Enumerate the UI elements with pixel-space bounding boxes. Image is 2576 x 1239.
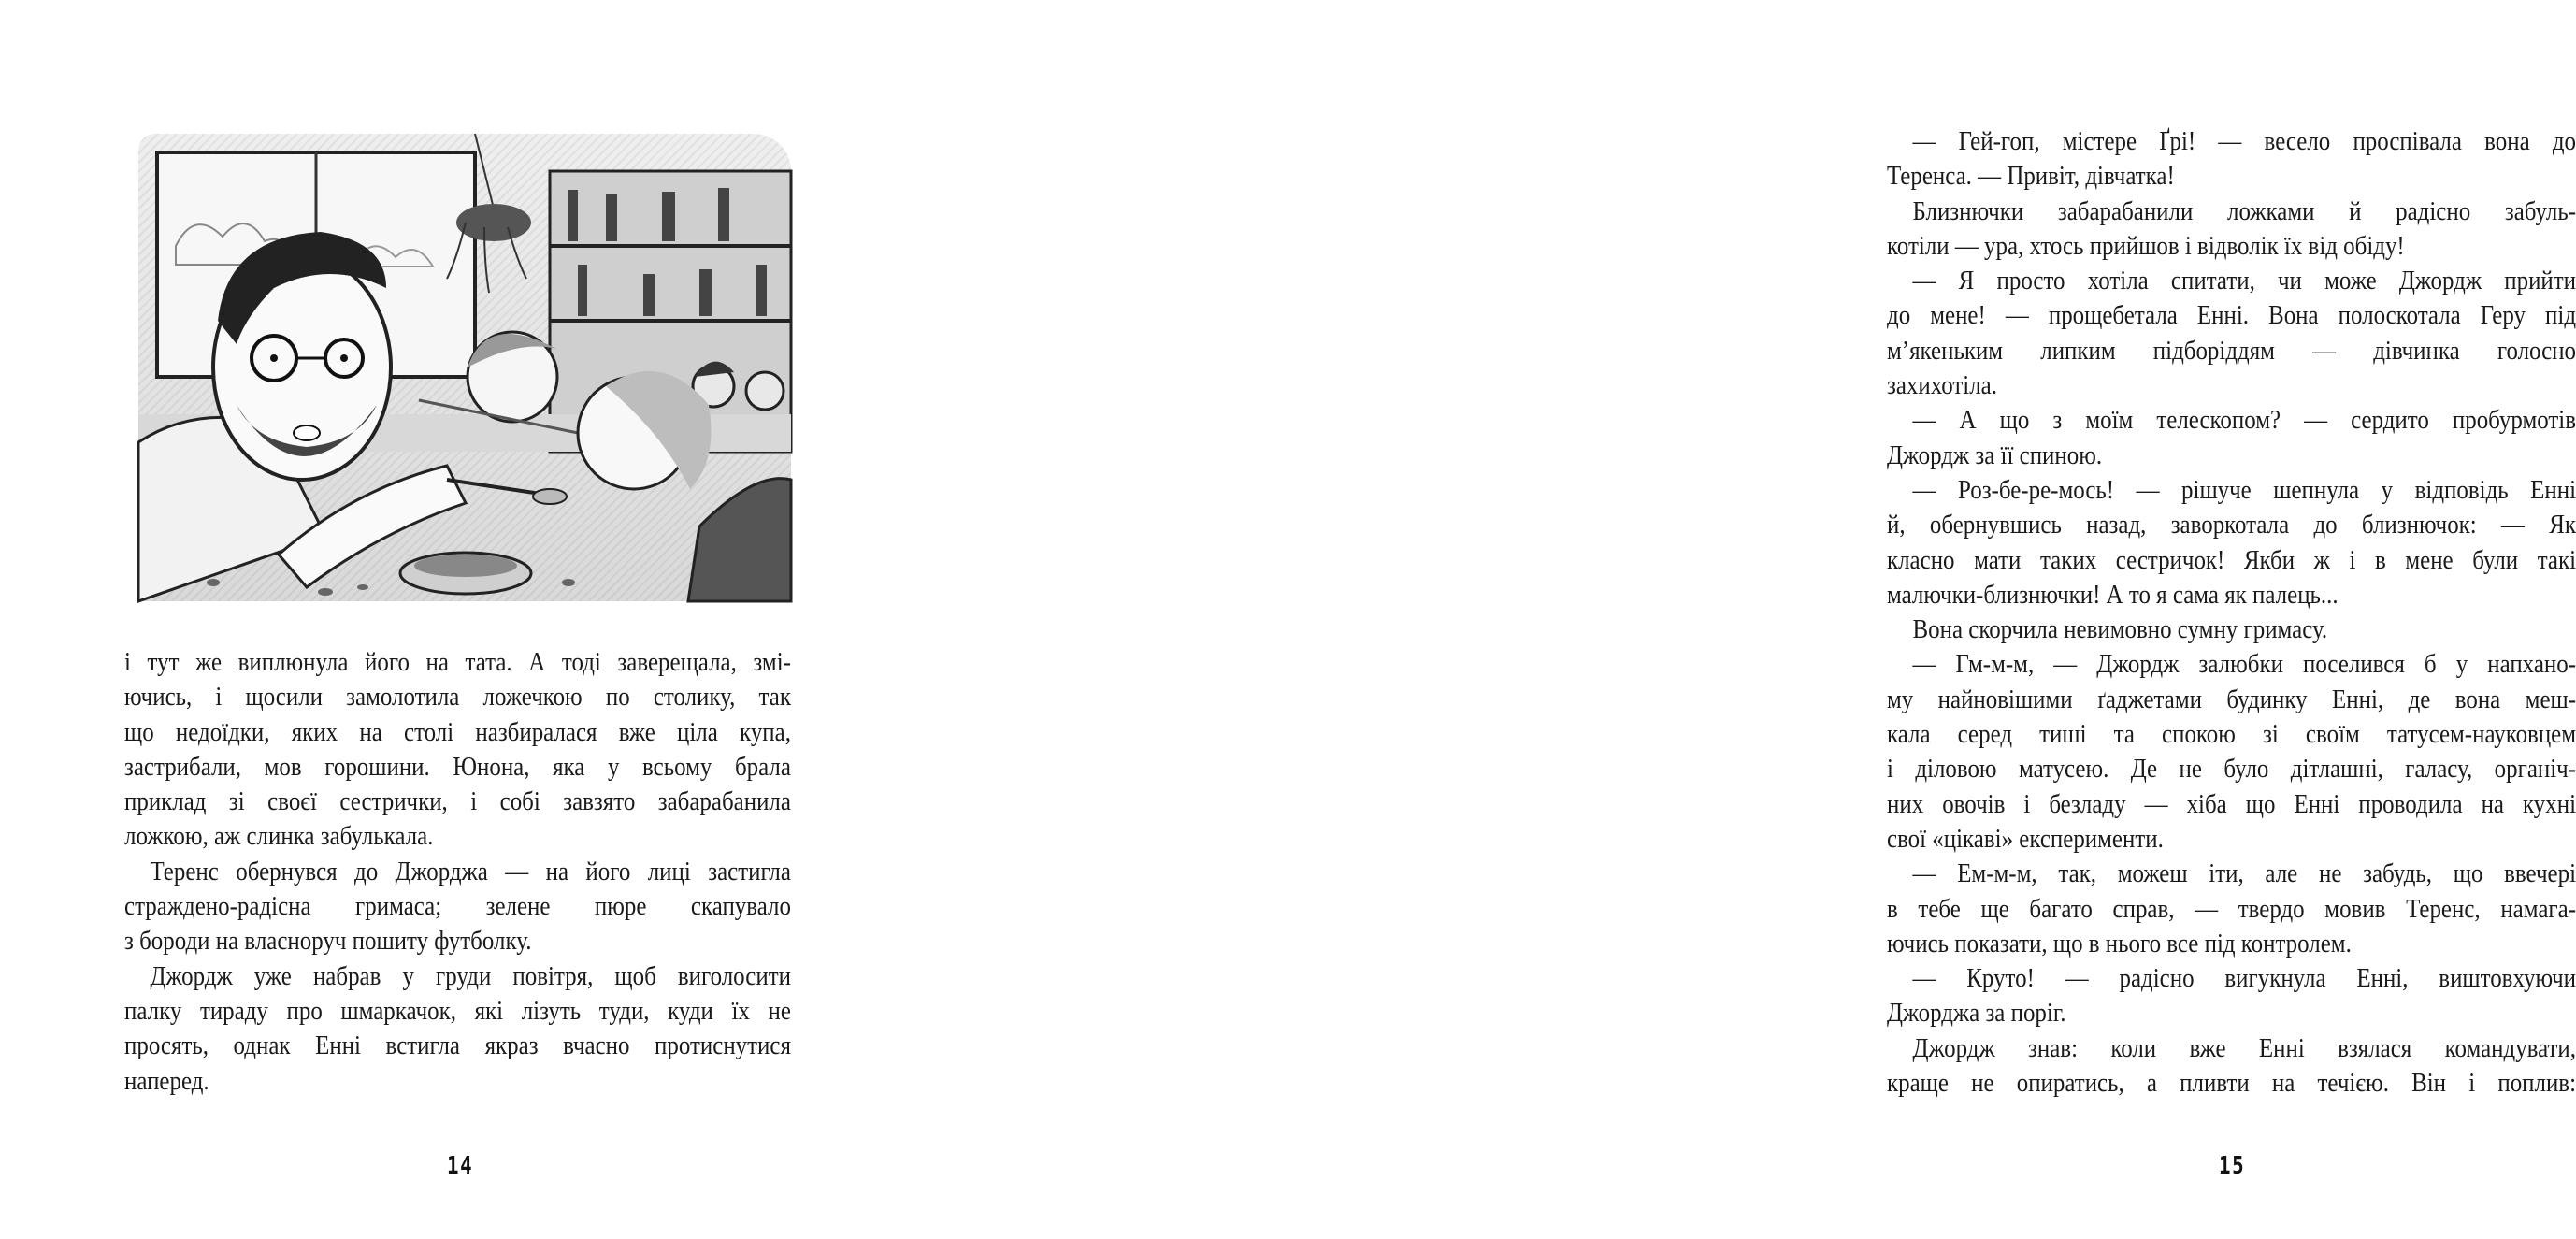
text-line: і діловою матусею. Де не було дітлашні, галасу, органіч- (1887, 754, 2576, 785)
page-number-right: 15 (2219, 1152, 2246, 1180)
sketch-illustration-icon (138, 134, 791, 601)
text-line: Джордж за її спиною. (1887, 439, 2103, 470)
text-line: — А що з моїм телескопом? — сердито пробурмотів (1912, 405, 2576, 436)
text-line: з бороди на власноруч пошиту футболку. (124, 926, 532, 957)
text-line: Джордж знав: коли вже Енні взялася командувати, (1912, 1032, 2576, 1063)
text-line: — Круто! — радісно вигукнула Енні, виштовхуючи (1912, 963, 2576, 994)
text-line: — Гм-м-м, — Джордж залюбки поселився б у напхано- (1912, 649, 2576, 680)
text-line: свої «цікаві» експерименти. (1887, 823, 2164, 854)
text-line: Джордж уже набрав у груди повітря, щоб виголосити (150, 960, 791, 991)
text-line: — Я просто хотіла спитати, чи може Джордж прийти (1912, 266, 2576, 296)
text-line: ючись, і щосили замолотила ложечкою по столику, так (124, 682, 791, 713)
text-line: — Ем-м-м, так, можеш іти, але не забудь, що ввечері (1912, 858, 2576, 889)
text-line: в тебе ще багато справ, — твердо мовив Теренс, намага- (1887, 893, 2576, 924)
text-line: класно мати таких сестричок! Якби ж і в мене були такі (1887, 544, 2576, 575)
text-line: ложкою, аж слинка забулькала. (124, 821, 434, 852)
text-line: Теренс обернувся до Джорджа — на його лиці застигла (150, 856, 791, 886)
text-line: м’якеньким липким підборіддям — дівчинка голосно (1887, 335, 2576, 366)
text-line: Вона скорчила невимовно сумну гримасу. (1912, 614, 2328, 645)
text-line: му найновішими ґаджетами будинку Енні, де вона меш- (1887, 684, 2576, 714)
text-line: Теренса. — Привіт, дівчатка! (1887, 161, 2175, 192)
right-page-text (1887, 124, 2576, 1101)
text-line: кала серед тиші та спокою зі своїм татусем-науковцем (1887, 719, 2576, 750)
page-number-left: 14 (447, 1152, 474, 1180)
text-line: що недоїдки, яких на столі назбиралася вже ціла купа, (124, 716, 791, 747)
left-page-text (124, 645, 791, 1099)
text-line: Джорджа за поріг. (1887, 998, 2066, 1029)
text-line: і тут же виплюнула його на тата. А тоді заверещала, змі- (124, 647, 791, 677)
text-line: застрибали, мов горошини. Юнона, яка у всьому брала (124, 751, 791, 782)
text-line: захихотіла. (1887, 370, 1997, 401)
text-line: котіли — ура, хтось прийшов і відволік їх від обіду! (1887, 230, 2405, 261)
text-line: малючки-близнючки! А то я сама як палець... (1887, 579, 2339, 610)
text-line: просять, однак Енні встигла якраз вчасно протиснутися (124, 1030, 791, 1061)
text-line: краще не опиратись, а пливти на течією. Він і поплив: (1887, 1068, 2576, 1099)
illustration-image (138, 134, 791, 601)
text-line: приклад зі своєї сестрички, і собі завзято забарабанила (124, 786, 791, 817)
text-line: ючись показати, що в нього все під контролем. (1887, 928, 2352, 958)
left-page (0, 0, 898, 1239)
text-line: Близнючки забарабанили ложками й радісно забуль- (1912, 195, 2576, 226)
text-line: наперед. (124, 1065, 209, 1096)
text-line: — Роз-бе-ре-мось! — рішуче шепнула у відповідь Енні (1912, 474, 2576, 505)
text-line: них овочів і безладу — хіба що Енні проводила на кухні (1887, 788, 2576, 819)
text-line: страждено-радісна гримаса; зелене пюре скапувало (124, 891, 791, 922)
right-page (898, 0, 2576, 1239)
text-line: — Гей-гоп, містере Ґрі! — весело проспівала вона до (1912, 126, 2576, 156)
text-line: до мене! — прощебетала Енні. Вона полоскотала Геру під (1887, 300, 2576, 331)
text-line: й, обернувшись назад, заворкотала до близнючок: — Як (1887, 510, 2576, 540)
text-line: палку тираду про шмаркачок, які лізуть туди, куди їх не (124, 995, 791, 1026)
